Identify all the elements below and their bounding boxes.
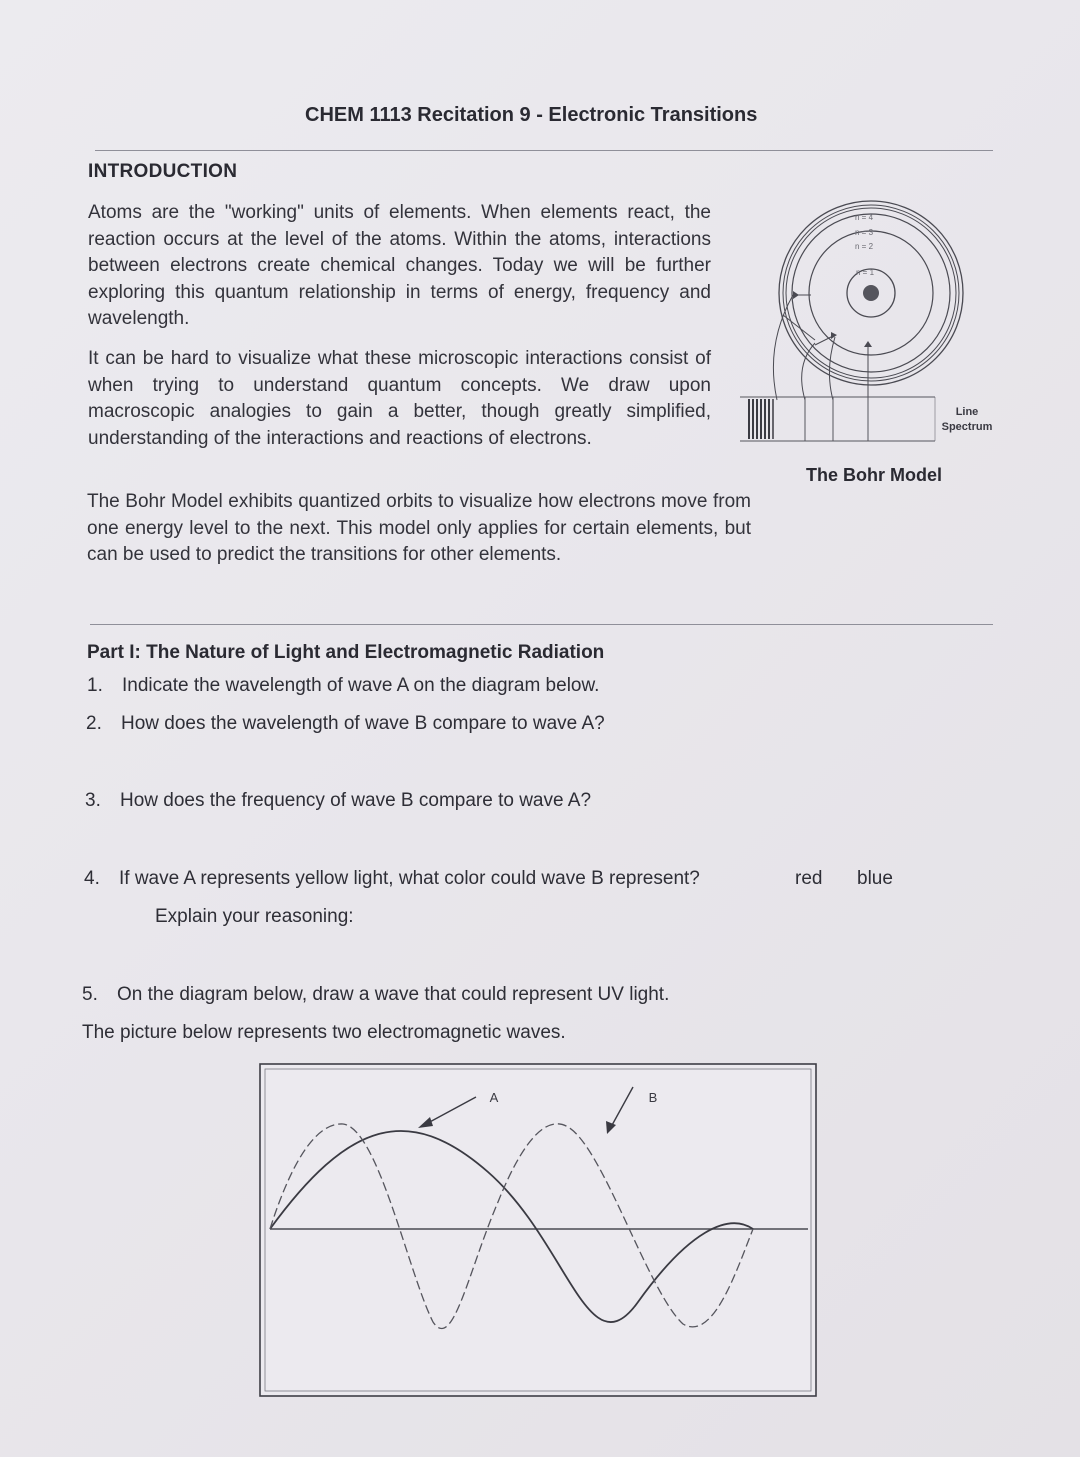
- spectral-lines: [749, 399, 773, 439]
- label-wave-b: B: [648, 1090, 658, 1105]
- question-number: 1.: [87, 675, 103, 696]
- level-label-n2: n = 2: [855, 242, 874, 251]
- question-text: On the diagram below, draw a wave that could represent UV light.: [117, 984, 670, 1005]
- level-label-n3: n = 3: [855, 228, 874, 237]
- intro-paragraph-3: The Bohr Model exhibits quantized orbits to visualize how electrons move from one energy level to the next. This model only applies for certain elements, but can be used to predict the transitions for other elements.: [87, 491, 751, 565]
- question-number: 3.: [85, 790, 101, 811]
- intro-paragraph-2: It can be hard to visualize what these microscopic interactions consist of when trying to understand quantum concepts. We draw upon macroscopic analogies to gain a better, though greatly simplified, understanding of the interactions and reactions of electrons.: [88, 348, 711, 449]
- waves-intro-line: The picture below represents two electromagnetic waves.: [82, 1022, 566, 1043]
- question-2: [86, 713, 605, 735]
- label-wave-a: A: [489, 1090, 499, 1105]
- question-5: [82, 984, 669, 1006]
- question-number: 5.: [82, 984, 98, 1005]
- option-red[interactable]: red: [795, 868, 823, 889]
- question-4: [84, 868, 700, 890]
- level-label-n1: n = 1: [856, 268, 875, 277]
- question-number: 2.: [86, 713, 102, 734]
- bohr-model-diagram: [735, 195, 1005, 450]
- line-spectrum-label-2: Spectrum: [941, 421, 993, 433]
- title-divider: [95, 150, 993, 151]
- bohr-caption: The Bohr Model: [806, 465, 942, 485]
- question-4-explain: Explain your reasoning:: [155, 906, 354, 927]
- option-blue[interactable]: blue: [857, 868, 893, 889]
- line-spectrum-label-1: Line: [955, 406, 979, 418]
- intro-paragraph-1: Atoms are the "working" units of elements. When elements react, the reaction occurs at the level of the atoms. Within the atoms, interactions between electrons create chemical changes. Today we will be further exploring this quantum relationship in terms of energy, frequency and wavelength.: [88, 202, 711, 329]
- nucleus: [863, 285, 879, 301]
- question-3: [85, 790, 591, 812]
- wave-diagram[interactable]: [258, 1062, 818, 1398]
- question-1: [87, 675, 599, 697]
- level-label-n4: n = 4: [855, 213, 874, 222]
- part1-heading: Part I: The Nature of Light and Electromagnetic Radiation: [87, 642, 605, 663]
- question-text: If wave A represents yellow light, what color could wave B represent?: [119, 868, 700, 889]
- question-text: Indicate the wavelength of wave A on the diagram below.: [122, 675, 600, 696]
- question-number: 4.: [84, 868, 100, 889]
- intro-heading: INTRODUCTION: [88, 161, 238, 182]
- question-text: How does the frequency of wave B compare to wave A?: [120, 790, 592, 811]
- question-text: How does the wavelength of wave B compare to wave A?: [121, 713, 605, 734]
- section-divider: [90, 624, 993, 625]
- page-title: CHEM 1113 Recitation 9 - Electronic Transitions: [305, 104, 758, 126]
